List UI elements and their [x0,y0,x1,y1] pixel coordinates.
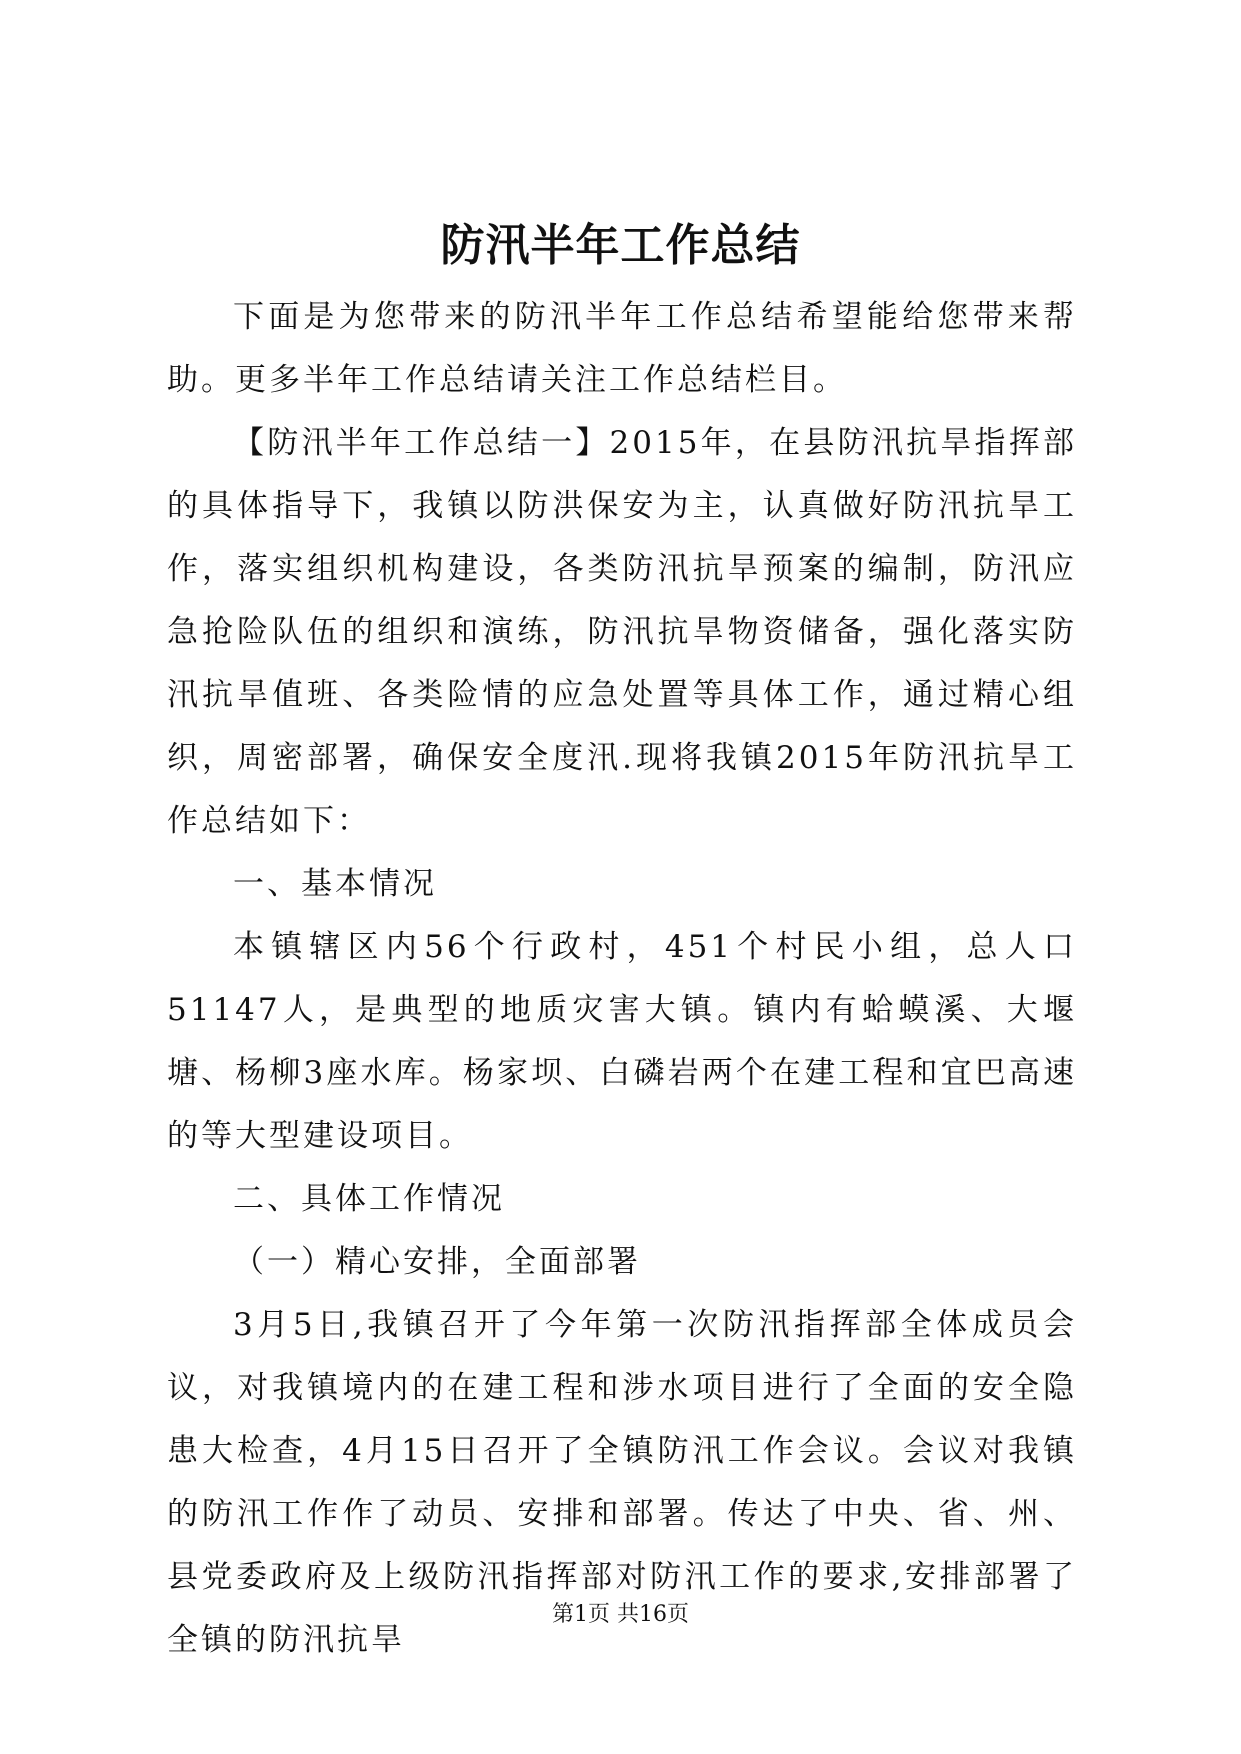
document-body [167,286,1077,1672]
paragraph-arrangement: 3月5日,我镇召开了今年第一次防汛指挥部全体成员会议，对我镇境内的在建工程和涉水项目进行了全面的安全隐患大检查，4月15日召开了全镇防汛工作会议。会议对我镇的防汛工作作了动员、安排和部署。传达了中央、省、州、县党委政府及上级防汛指挥部对防汛工作的要求,安排部署了全镇的防汛抗旱 [167,1307,1077,1658]
paragraph-summary-one: 【防汛半年工作总结一】2015年，在县防汛抗旱指挥部的具体指导下，我镇以防洪保安为主，认真做好防汛抗旱工作，落实组织机构建设，各类防汛抗旱预案的编制，防汛应急抢险队伍的组织和演练，防汛抗旱物资储备，强化落实防汛抗旱值班、各类险情的应急处置等具体工作，通过精心组织，周密部署，确保安全度汛.现将我镇2015年防汛抗旱工作总结如下： [167,425,1077,839]
paragraph-basic-situation: 本镇辖区内56个行政村，451个村民小组，总人口51147人，是典型的地质灾害大镇。镇内有蛤蟆溪、大堰塘、杨柳3座水库。杨家坝、白磷岩两个在建工程和宜巴高速的等大型建设项目。 [167,929,1077,1154]
document-title: 防汛半年工作总结 [440,220,801,271]
page-number-footer: 第1页 共16页 [552,1602,689,1627]
section-heading-work-situation: 二、具体工作情况 [233,1181,505,1217]
subsection-heading-arrangement: （一）精心安排，全面部署 [233,1244,641,1280]
paragraph-intro: 下面是为您带来的防汛半年工作总结希望能给您带来帮助。更多半年工作总结请关注工作总结栏目。 [167,299,1077,398]
section-heading-basic-situation: 一、基本情况 [233,866,437,902]
